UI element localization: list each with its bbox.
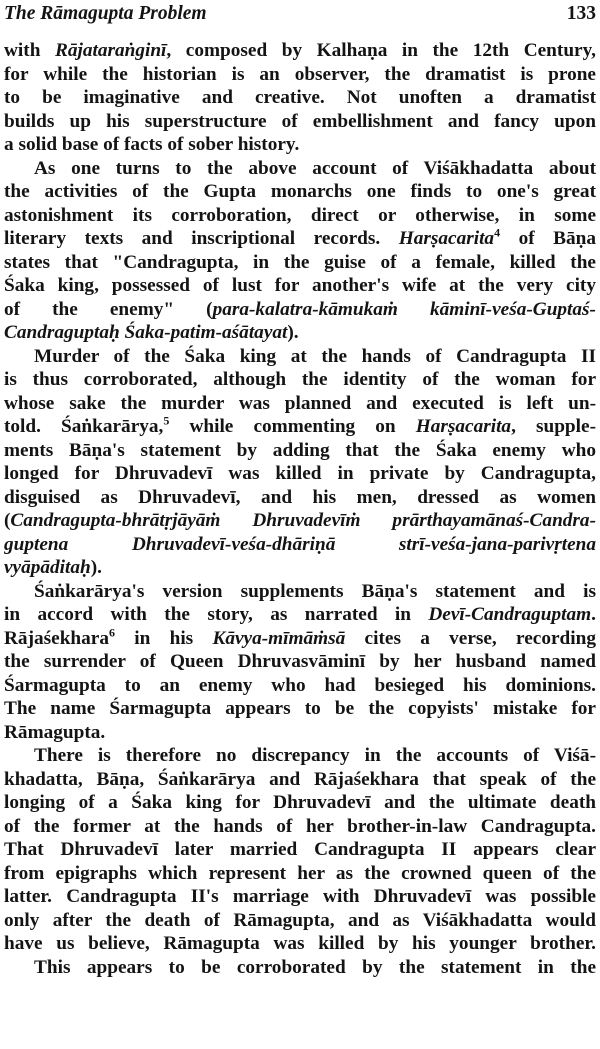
page-header [4,0,596,30]
text-line [4,580,596,604]
text-run: . [591,604,596,625]
text-run: , supple- [511,416,596,437]
text-run: latter. Candragupta II's marriage with Dhruvadevī was possible [4,886,596,907]
text-run: only after the death of Rāmagupta, and as Viśākhadatta would [4,909,596,931]
italic-text-run: Harṣacarita [415,416,512,437]
italic-text-run: Rājataraṅginī [54,40,167,61]
text-line [4,791,596,815]
italic-text-run: Devī-Candraguptam [428,604,592,625]
text-run: ). [287,322,299,343]
text-line [4,392,596,416]
text-run: from epigraphs which represent her as the crowned queen of the [4,862,596,884]
text-line [4,345,596,369]
text-line [4,251,596,275]
text-line [4,768,596,792]
text-line [4,721,596,745]
text-run: literary texts and inscriptional records. [4,228,399,249]
text-run: of the former at the hands of her brother-in-law Candragupta. [4,815,596,837]
text-run: Murder of the Śaka king at the hands of Candragupta II [34,345,596,367]
text-run: Śaṅkarārya's version supplements Bāṇa's statement and is [34,580,596,602]
text-run: ). [90,557,103,578]
text-line [4,674,596,698]
text-run: cites a verse, recording [345,627,596,649]
text-line [4,180,596,204]
text-run: ments Bāṇa's statement by adding that the Śaka enemy who [4,439,596,461]
text-run: Śaka king, possessed of lust for another's wife at the very city [4,275,596,296]
text-run: That Dhruvadevī later married Candragupta II appears clear [4,839,596,860]
text-run: , composed by Kalhaṇa in the 12th Century, [166,40,596,61]
italic-text-run: vyāpāditaḥ [4,557,91,578]
text-run: longing of a Śaka king for Dhruvadevī and the ultimate death [4,792,596,813]
text-line [4,932,596,956]
text-line [4,650,596,674]
text-line [4,956,596,980]
text-line [4,486,596,510]
text-line [4,63,596,87]
text-line [4,462,596,486]
text-line [4,603,596,627]
text-line [4,39,596,63]
body-text [4,39,596,979]
text-run: states that "Candragupta, in the guise of a female, killed the [4,251,596,273]
text-run: builds up his superstructure of embellishment and fancy upon [4,110,596,132]
text-line [4,439,596,463]
text-run: Rājaśekhara [4,627,109,649]
text-line [4,86,596,110]
text-line [4,298,596,322]
text-run: of Bāṇa [500,228,596,249]
text-line [4,744,596,768]
footnote-ref[interactable]: 5 [163,415,170,428]
text-line [4,368,596,392]
text-line [4,533,596,557]
text-run: of the enemy" ( [4,298,213,320]
text-run: the surrender of Queen Dhruvasvāminī by her husband named [4,651,596,672]
page-number: 133 [566,3,596,24]
text-line [4,627,596,651]
text-run: As one turns to the above account of Viśākhadatta about [34,157,596,179]
text-line [4,133,596,157]
text-run: Śarmagupta to an enemy who had besieged his dominions. [4,674,596,696]
text-line [4,838,596,862]
text-run: in accord with the story, as narrated in [4,604,429,625]
text-run: astonishment its corroboration, direct or otherwise, in some [4,204,596,226]
text-run: have us believe, Rāmagupta was killed by his younger brother. [4,933,596,954]
text-run: whose sake the murder was planned and executed is left un- [4,392,596,414]
italic-text-run: guptena Dhruvadevī-veśa-dhāriṇā strī-veśa-jana-parivṛtena [4,533,596,555]
text-line [4,815,596,839]
text-run: told. Śaṅkarārya, [4,416,164,437]
text-run: with [4,40,55,61]
text-run: This appears to be corroborated by the statement in the [34,956,596,978]
text-run: ( [4,510,11,531]
text-run: is thus corroborated, although the identity of the woman for [4,369,596,390]
text-run: Rāmagupta. [4,721,106,743]
text-run: The name Śarmagupta appears to be the copyists' mistake for [4,698,596,719]
text-run: a solid base of facts of sober history. [4,134,300,155]
footnote-ref[interactable]: 6 [108,626,115,640]
text-line [4,509,596,533]
text-run: while commenting on [169,416,416,437]
italic-text-run: para-kalatra-kāmukaṁ kāminī-veśa-Guptaś- [212,298,596,320]
text-run: the activities of the Gupta monarchs one finds to one's great [4,181,596,202]
italic-text-run: Candraguptaḥ Śaka-patim-aśātayat [4,322,288,343]
running-head: The Rāmagupta Problem [4,3,207,24]
text-line [4,204,596,228]
text-run: for while the historian is an observer, the dramatist is prone [4,63,596,85]
text-line [4,415,596,439]
text-run: in his [114,627,213,649]
text-line [4,274,596,298]
text-line [4,556,596,580]
text-line [4,321,596,345]
italic-text-run: Candragupta-bhrātṛjāyāṁ Dhruvadevīṁ prārthayamānaś-Candra- [10,510,596,531]
text-line [4,697,596,721]
text-run: longed for Dhruvadevī was killed in private by Candragupta, [4,463,596,484]
text-line [4,157,596,181]
text-line [4,110,596,134]
footnote-ref[interactable]: 4 [494,227,501,240]
text-line [4,227,596,251]
text-line [4,909,596,933]
text-run: khadatta, Bāṇa, Śaṅkarārya and Rājaśekhara that speak of the [4,768,596,790]
text-run: There is therefore no discrepancy in the accounts of Viśā- [34,745,596,766]
text-line [4,885,596,909]
text-run: to be imaginative and creative. Not unoften a dramatist [4,87,596,108]
text-line [4,862,596,886]
text-run: disguised as Dhruvadevī, and his men, dressed as women [4,486,596,508]
italic-text-run: Kāvya-mīmāṁsā [212,627,346,649]
italic-text-run: Harṣacarita [398,228,495,249]
